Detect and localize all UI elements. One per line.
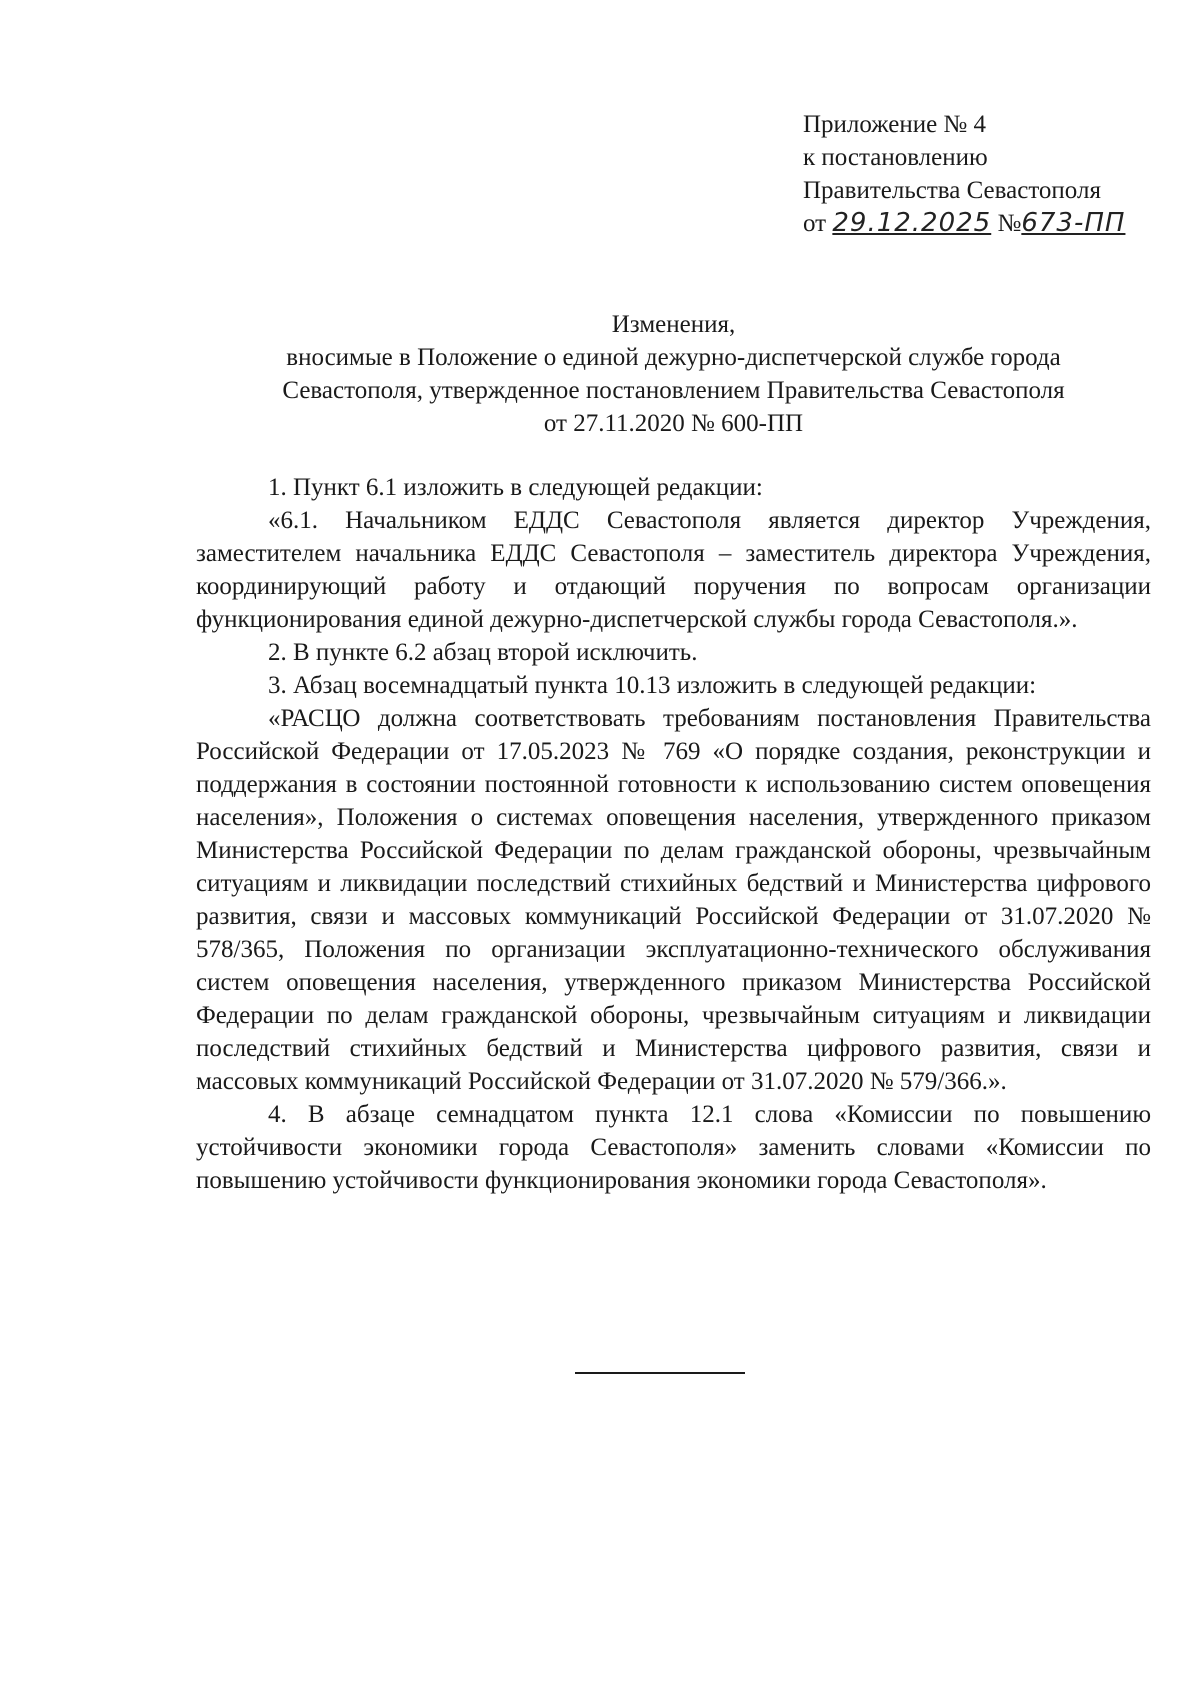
paragraph-item-4: 4. В абзаце семнадцатом пункта 12.1 слова «Комиссии по повышению устойчивости экономики города Севастополя» заменить словами «Комиссии по повышению устойчивости функционирования экономики города Севастополя». <box>196 1101 1151 1194</box>
appendix-number: Приложение № 4 <box>803 111 987 138</box>
appendix-date-number-line <box>803 207 1125 240</box>
appendix-issuer: Правительства Севастополя <box>803 177 1101 204</box>
title-line-3: Севастополя, утвержденное постановлением Правительства Севастополя <box>282 377 1065 404</box>
appendix-header <box>803 108 1125 240</box>
document-title <box>196 308 1151 440</box>
paragraph-item-2: 2. В пункте 6.2 абзац второй исключить. <box>268 639 698 666</box>
handwritten-date: 29.12.2025 <box>832 208 992 238</box>
paragraph-item-3: 3. Абзац восемнадцатый пункта 10.13 изложить в следующей редакции: <box>268 672 1037 699</box>
title-line-4: от 27.11.2020 № 600-ПП <box>543 410 804 437</box>
title-line-2: вносимые в Положение о единой дежурно-диспетчерской службе города <box>286 344 1061 371</box>
end-divider <box>575 1372 745 1374</box>
paragraph-quote-rasco: «РАСЦО должна соответствовать требованиям постановления Правительства Российской Федерации от 17.05.2023 № 769 «О порядке создания, реконструкции и поддержания в состоянии постоянной готовности к использованию систем оповещения населения», Положения о системах оповещения населения, утвержденного приказом Министерства Российской Федерации по делам гражданской обороны, чрезвычайным ситуациям и ликвидации последствий стихийных бедствий и Министерства цифрового развития, связи и массовых коммуникаций Российской Федерации от 31.07.2020 № 578/365, Положения по организации эксплуатационно-технического обслуживания систем оповещения населения, утвержденного приказом Министерства Российской Федерации по делам гражданской обороны, чрезвычайным ситуациям и ликвидации последствий стихийных бедствий и Министерства цифрового развития, связи и массовых коммуникаций Российской Федерации от 31.07.2020 № 579/366.». <box>196 705 1151 1095</box>
handwritten-number: 673-ПП <box>1021 208 1126 238</box>
paragraph-quote-6-1: «6.1. Начальником ЕДДС Севастополя является директор Учреждения, заместителем начальника ЕДДС Севастополя – заместитель директора Учреждения, координирующий работу и отдающий поручения по вопросам организации функционирования единой дежурно-диспетчерской службы города Севастополя.». <box>196 507 1151 633</box>
number-prefix: № <box>997 210 1022 237</box>
date-prefix: от <box>803 210 827 237</box>
appendix-reference: к постановлению <box>803 144 988 171</box>
paragraph-item-1: 1. Пункт 6.1 изложить в следующей редакции: <box>268 474 763 501</box>
title-line-1: Изменения, <box>611 311 736 338</box>
document-body <box>196 471 1151 1197</box>
